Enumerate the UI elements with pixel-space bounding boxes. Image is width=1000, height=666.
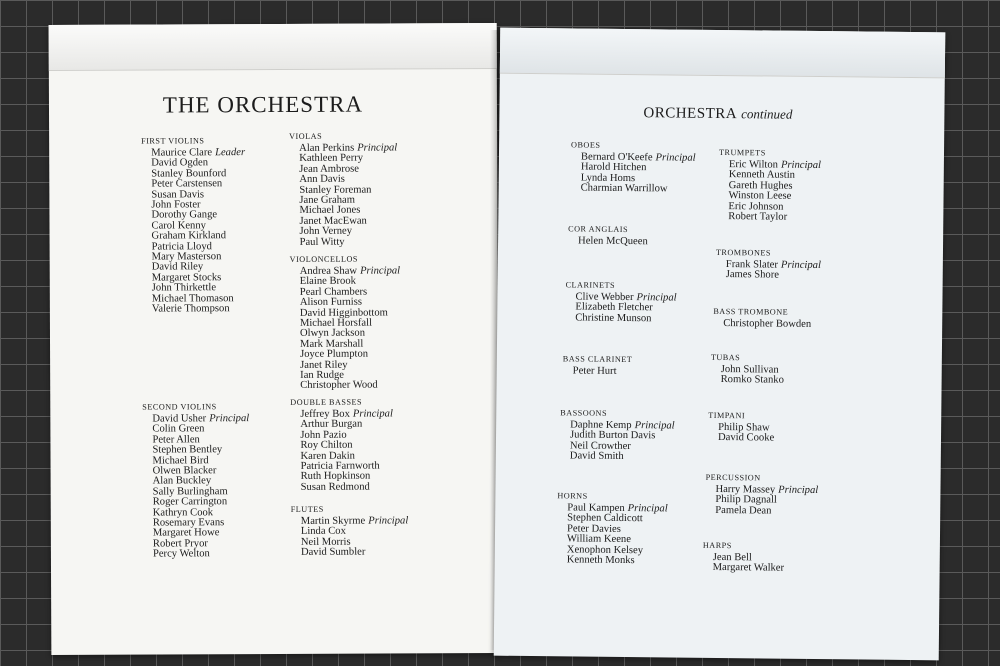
member-role: Principal — [780, 259, 821, 272]
member-name: John Verney — [299, 225, 353, 238]
member-name: Clive Webber — [575, 291, 634, 304]
member-name: Colin Green — [152, 423, 205, 435]
member-row — [300, 381, 460, 392]
member-row — [578, 237, 738, 249]
member-role: Principal — [636, 292, 677, 304]
member-name: Pearl Chambers — [299, 286, 368, 298]
section-heading: TIMPANI — [708, 410, 746, 421]
member-name: Michael Jones — [299, 205, 361, 217]
member-name: Dorothy Gange — [151, 209, 218, 221]
member-list — [581, 153, 741, 196]
section-cor-anglais — [568, 224, 738, 248]
member-row — [581, 184, 741, 196]
member-name: Michael Bird — [152, 454, 209, 467]
member-name: Charmian Warrillow — [580, 182, 668, 195]
member-name: Christopher Wood — [300, 380, 378, 392]
section-double-basses — [290, 397, 460, 493]
member-name: Neil Crowther — [569, 440, 631, 452]
member-row — [570, 452, 730, 464]
member-name: Pamela Dean — [715, 504, 772, 517]
member-name: Alan Buckley — [152, 475, 212, 487]
section-bassoons — [560, 408, 731, 463]
member-name: Rosemary Evans — [152, 517, 225, 529]
member-name: Susan Davis — [151, 188, 205, 201]
member-name: Paul Witty — [299, 236, 345, 248]
member-role: Principal — [209, 413, 250, 425]
member-name: Ian Rudge — [300, 369, 345, 381]
page-title: THE ORCHESTRA — [162, 91, 364, 118]
member-name: Eric Wilton — [728, 159, 779, 171]
member-row — [153, 549, 313, 560]
member-name: Elaine Brook — [299, 276, 356, 288]
member-name: Jane Graham — [299, 194, 356, 206]
member-name: Patricia Lloyd — [151, 240, 212, 253]
member-name: John Pazio — [300, 429, 347, 441]
member-row — [723, 319, 883, 331]
member-name: Margaret Stocks — [151, 272, 222, 284]
member-name: Linda Cox — [300, 526, 346, 538]
member-name: Janet MacEwan — [299, 215, 367, 227]
section-heading: SECOND VIOLINS — [142, 402, 217, 412]
member-name: Jeffrey Box — [300, 408, 350, 420]
member-name: Elizabeth Fletcher — [575, 301, 653, 314]
member-role: Principal — [368, 515, 409, 527]
member-row — [575, 313, 735, 325]
member-list — [713, 553, 873, 575]
member-name: Kenneth Monks — [566, 554, 635, 567]
section-second-violins — [142, 402, 313, 560]
member-name: John Sullivan — [720, 364, 779, 376]
section-trumpets — [718, 148, 889, 224]
member-list — [715, 485, 875, 518]
member-name: Roy Chilton — [300, 439, 353, 452]
member-list — [300, 409, 460, 493]
member-list — [151, 148, 312, 315]
member-row — [713, 563, 873, 575]
member-name: Margaret Howe — [152, 527, 220, 539]
member-name: Janet Riley — [300, 359, 348, 371]
member-name: Jean Bell — [712, 551, 752, 564]
member-name: William Keene — [566, 533, 632, 546]
member-name: James Shore — [725, 269, 780, 282]
member-list — [575, 292, 735, 325]
member-name: Karen Dakin — [300, 450, 355, 462]
section-heading: VIOLONCELLOS — [289, 254, 358, 264]
section-trombones — [716, 248, 886, 283]
member-name: Martin Skyrme — [300, 515, 366, 527]
member-name: Carol Kenny — [151, 220, 206, 232]
member-name: David Smith — [569, 450, 624, 463]
section-heading: COR ANGLAIS — [568, 224, 629, 235]
member-name: Stanley Foreman — [299, 184, 372, 196]
member-list — [570, 420, 730, 463]
member-name: Maurice Clare — [151, 147, 213, 159]
member-list — [299, 143, 459, 248]
section-timpani — [708, 411, 878, 446]
member-list — [152, 414, 313, 560]
member-name: Lynda Homs — [580, 172, 636, 184]
member-name: Romko Stanko — [720, 374, 784, 387]
member-list — [723, 319, 883, 331]
section-percussion — [705, 473, 875, 518]
member-name: Ann Davis — [299, 173, 345, 186]
member-role: Principal — [360, 265, 401, 277]
member-name: Peter Carstensen — [151, 178, 223, 190]
member-name: Graham Kirkland — [151, 230, 227, 242]
member-name: Harold Hitchen — [580, 161, 647, 174]
section-heading: FIRST VIOLINS — [141, 136, 205, 146]
member-name: Patricia Farnworth — [300, 460, 380, 472]
page-top-edge — [49, 23, 497, 71]
member-row — [728, 212, 888, 224]
programme-right-page — [494, 28, 946, 661]
section-violoncellos — [290, 254, 461, 392]
section-heading: TUBAS — [710, 352, 741, 363]
member-role: Principal — [780, 159, 822, 172]
member-name: Margaret Walker — [712, 562, 785, 575]
member-role: Principal — [357, 142, 398, 154]
member-name: Eric Johnson — [728, 200, 784, 213]
member-name: Olwyn Jackson — [299, 328, 366, 340]
member-name: Michael Thomason — [151, 292, 234, 305]
member-name: Valerie Thompson — [151, 303, 230, 315]
member-row — [300, 237, 460, 248]
section-heading: PERCUSSION — [705, 472, 761, 483]
member-name: John Thirkettle — [151, 282, 217, 294]
member-name: Michael Horsfall — [299, 317, 373, 329]
member-row — [152, 304, 312, 315]
section-heading: OBOES — [571, 140, 601, 150]
member-role: Principal — [634, 420, 675, 432]
member-name: Paul Kampen — [567, 502, 625, 515]
programme-left-page — [49, 23, 500, 655]
member-row — [715, 506, 875, 518]
member-name: Judith Burton Davis — [569, 429, 656, 442]
member-name: David Higginbottom — [299, 307, 388, 319]
section-heading: TROMBONES — [715, 247, 772, 258]
member-name: John Foster — [151, 199, 201, 211]
section-heading: TRUMPETS — [718, 147, 766, 158]
member-name: Andrea Shaw — [299, 265, 358, 277]
member-row — [301, 482, 461, 493]
member-name: Robert Taylor — [728, 211, 788, 223]
member-name: Peter Davies — [566, 523, 621, 535]
member-name: David Cooke — [717, 432, 775, 444]
member-name: David Riley — [151, 261, 204, 274]
member-name: Philip Dagnall — [715, 494, 777, 507]
member-name: Stephen Bentley — [152, 444, 223, 456]
member-name: Percy Welton — [152, 548, 210, 560]
member-name: David Sumbler — [300, 546, 366, 559]
section-tubas — [711, 353, 881, 388]
member-name: Frank Slater — [725, 259, 778, 271]
member-list — [300, 266, 461, 392]
section-heading: HORNS — [557, 491, 588, 501]
member-name: Peter Allen — [152, 434, 200, 446]
member-name: Kenneth Austin — [728, 169, 796, 182]
member-list — [573, 366, 733, 378]
member-name: Stephen Caldicott — [567, 512, 643, 525]
section-bass-trombone — [713, 307, 883, 331]
member-role: Principal — [352, 408, 393, 420]
member-name: David Usher — [152, 413, 207, 425]
section-heading: DOUBLE BASSES — [290, 397, 363, 407]
member-name: Sally Burlingham — [152, 486, 228, 498]
member-role: Principal — [655, 152, 696, 164]
member-name: Robert Pryor — [152, 538, 208, 550]
section-heading: VIOLAS — [289, 131, 323, 141]
member-name: Mark Marshall — [299, 338, 364, 350]
member-name: Susan Redmond — [300, 481, 370, 493]
member-row — [718, 433, 878, 445]
member-name: Mary Masterson — [151, 251, 222, 263]
member-list — [718, 423, 878, 445]
section-oboes — [571, 140, 742, 195]
member-name: Neil Morris — [300, 536, 351, 548]
section-heading: FLUTES — [290, 504, 324, 514]
member-name: Christopher Bowden — [723, 318, 812, 330]
section-flutes — [291, 504, 461, 558]
member-role: Principal — [778, 484, 819, 497]
section-harps — [703, 541, 873, 576]
member-name: Jean Ambrose — [299, 163, 360, 175]
page-top-edge — [500, 28, 945, 79]
member-list — [301, 516, 461, 558]
member-row — [573, 366, 733, 378]
title-text: ORCHESTRA — [643, 105, 738, 123]
member-name: Gareth Hughes — [728, 179, 793, 192]
member-row — [301, 547, 461, 558]
section-heading: BASS TROMBONE — [713, 306, 789, 317]
member-name: Philip Shaw — [718, 421, 770, 434]
member-name: Christine Munson — [575, 312, 652, 325]
member-role: Principal — [627, 503, 668, 515]
member-list — [578, 237, 738, 249]
member-row — [721, 375, 881, 387]
section-heading: HARPS — [702, 540, 732, 551]
member-role: Leader — [215, 147, 246, 159]
page-title — [519, 104, 916, 125]
member-name: Helen McQueen — [578, 235, 648, 248]
section-heading: CLARINETS — [565, 280, 616, 290]
member-list — [726, 260, 886, 282]
section-heading: BASS CLARINET — [562, 354, 633, 365]
member-name: Winston Leese — [728, 190, 792, 202]
member-name: Stanley Bounford — [151, 168, 227, 180]
member-name: Bernard O'Keefe — [580, 151, 653, 164]
section-first-violins — [141, 136, 312, 315]
member-name: Arthur Burgan — [300, 419, 363, 431]
member-name: Xenophon Kelsey — [566, 544, 644, 556]
member-name: Roger Carrington — [152, 496, 228, 508]
member-row — [726, 270, 886, 282]
section-bass-clarinet — [563, 354, 733, 378]
member-list — [721, 365, 881, 387]
member-name: Ruth Hopkinson — [300, 471, 371, 483]
section-clarinets — [565, 280, 735, 325]
member-name: Olwen Blacker — [152, 465, 217, 477]
section-heading: BASSOONS — [560, 408, 608, 418]
member-name: Peter Hurt — [572, 365, 617, 377]
member-name: David Ogden — [151, 157, 209, 169]
member-name: Alison Furniss — [299, 296, 362, 309]
section-violas — [289, 131, 460, 248]
member-name: Harry Massey — [715, 483, 776, 496]
member-name: Joyce Plumpton — [300, 348, 369, 361]
member-list — [728, 160, 889, 224]
member-name: Daphne Kemp — [570, 419, 632, 432]
member-name: Alan Perkins — [299, 142, 355, 154]
member-name: Kathleen Perry — [299, 153, 364, 165]
member-name: Kathryn Cook — [152, 506, 214, 519]
title-suffix: continued — [741, 106, 793, 122]
